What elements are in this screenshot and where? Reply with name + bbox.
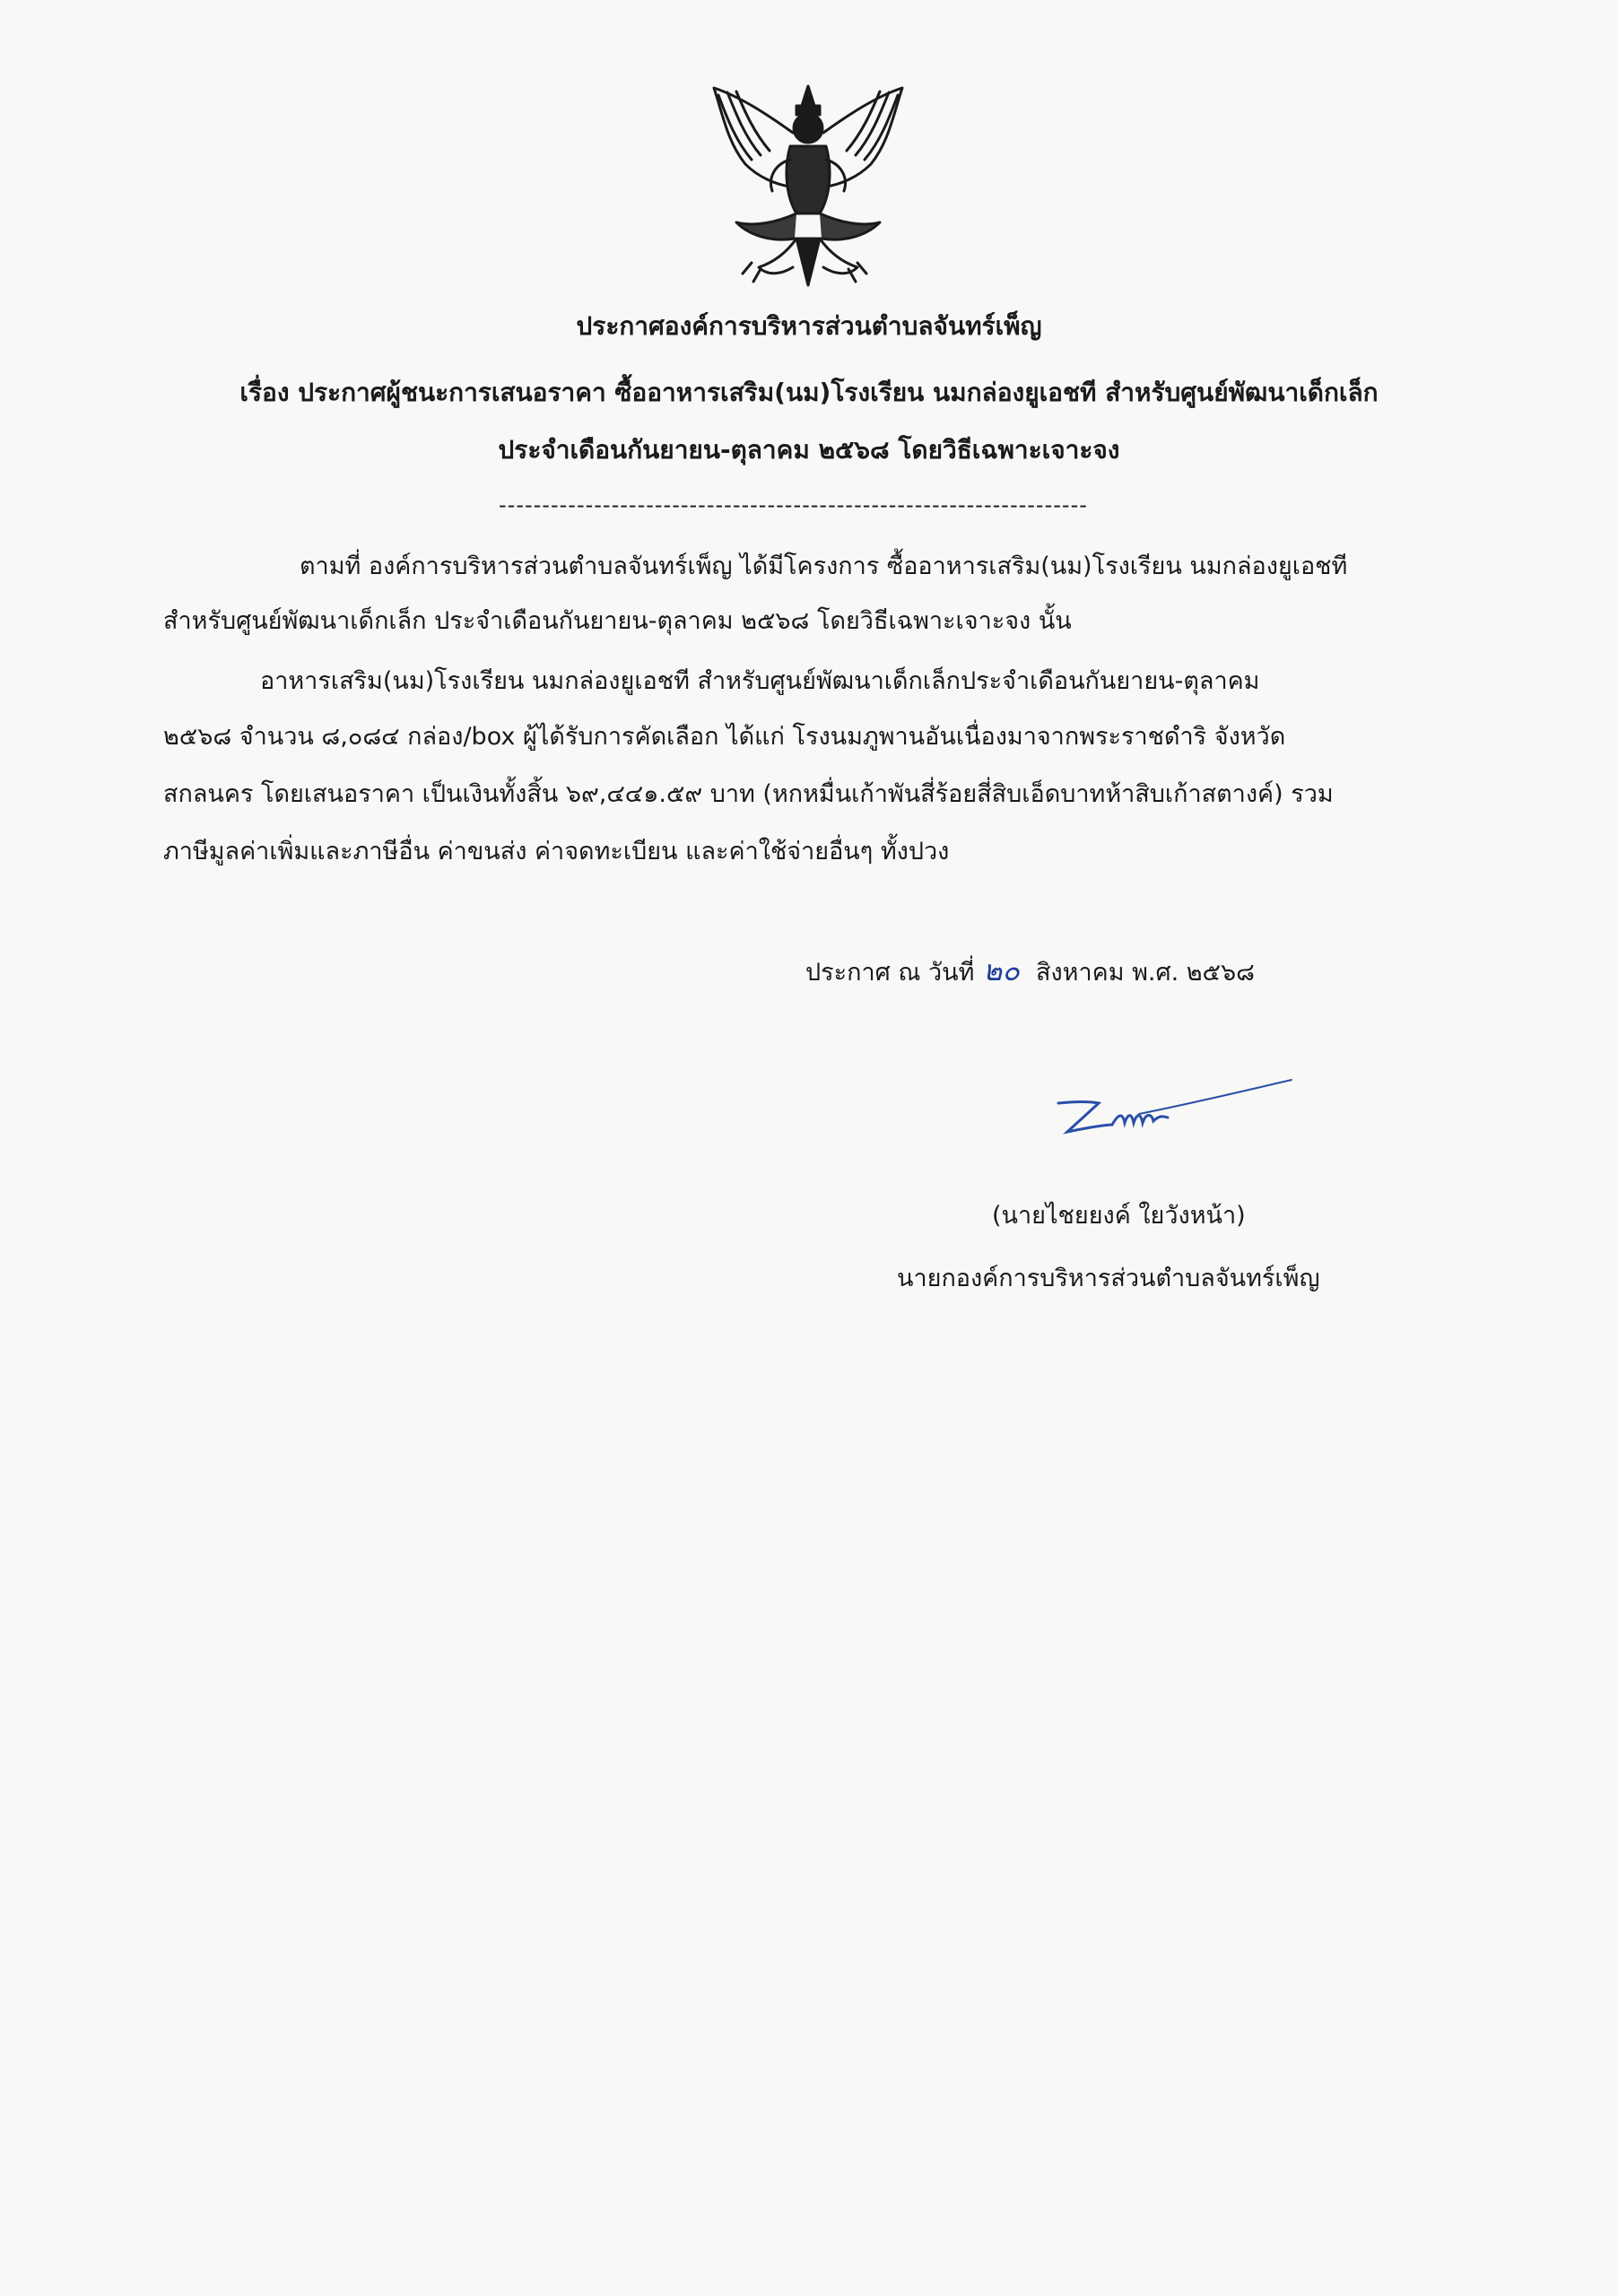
date-month-year: สิงหาคม พ.ศ. ๒๕๖๘ [1036, 959, 1255, 987]
body-paragraph-2-line-3: สกลนคร โดยเสนอราคา เป็นเงินทั้งสิ้น ๖๙,๔๔๑.๕๙ บาท (หกหมื่นเก้าพันสี่ร้อยสี่สิบเอ็ดบาทห้าสิบเก้าสตางค์) รวม [163, 780, 1334, 808]
date-day-handwritten: ๒๐ [983, 953, 1020, 987]
body-paragraph-1-line-2: สำหรับศูนย์พัฒนาเด็กเล็ก ประจำเดือนกันยายน-ตุลาคม ๒๕๖๘ โดยวิธีเฉพาะเจาะจง นั้น [163, 607, 1072, 635]
body-paragraph-2-line-1: อาหารเสริม(นม)โรงเรียน นมกล่องยูเอชที สำหรับศูนย์พัฒนาเด็กเล็กประจำเดือนกันยายน-ตุลาคม [260, 667, 1260, 695]
title-divider: -------------------------------------------------------------------- [499, 492, 1088, 517]
signatory-position: นายกองค์การบริหารส่วนตำบลจันทร์เพ็ญ [897, 1265, 1320, 1292]
announcement-title: ประกาศองค์การบริหารส่วนตำบลจันทร์เพ็ญ [576, 311, 1042, 341]
body-paragraph-1-line-1: ตามที่ องค์การบริหารส่วนตำบลจันทร์เพ็ญ ได้มีโครงการ ซื้ออาหารเสริม(นม)โรงเรียน นมกล่องยูเอชที [300, 552, 1348, 580]
signature-icon [1049, 1076, 1300, 1148]
announcement-subject-continuation: ประจำเดือนกันยายน-ตุลาคม ๒๕๖๘ โดยวิธีเฉพาะเจาะจง [498, 435, 1120, 465]
signatory-name: (นายไชยยงค์ ใยวังหน้า) [992, 1202, 1246, 1230]
garuda-emblem-icon [696, 79, 920, 294]
body-paragraph-2-line-4: ภาษีมูลค่าเพิ่มและภาษีอื่น ค่าขนส่ง ค่าจดทะเบียน และค่าใช้จ่ายอื่นๆ ทั้งปวง [163, 838, 950, 865]
date-prefix: ประกาศ ณ วันที่ [805, 959, 975, 987]
announcement-date [805, 952, 1255, 991]
announcement-subject: เรื่อง ประกาศผู้ชนะการเสนอราคา ซื้ออาหารเสริม(นม)โรงเรียน นมกล่องยูเอชที สำหรับศูนย์พัฒนาเด็กเล็ก [239, 378, 1379, 407]
body-paragraph-2-line-2: ๒๕๖๘ จำนวน ๘,๐๘๔ กล่อง/box ผู้ได้รับการคัดเลือก ได้แก่ โรงนมภูพานอันเนื่องมาจากพระราชดำริ จังหวัด [163, 723, 1286, 751]
